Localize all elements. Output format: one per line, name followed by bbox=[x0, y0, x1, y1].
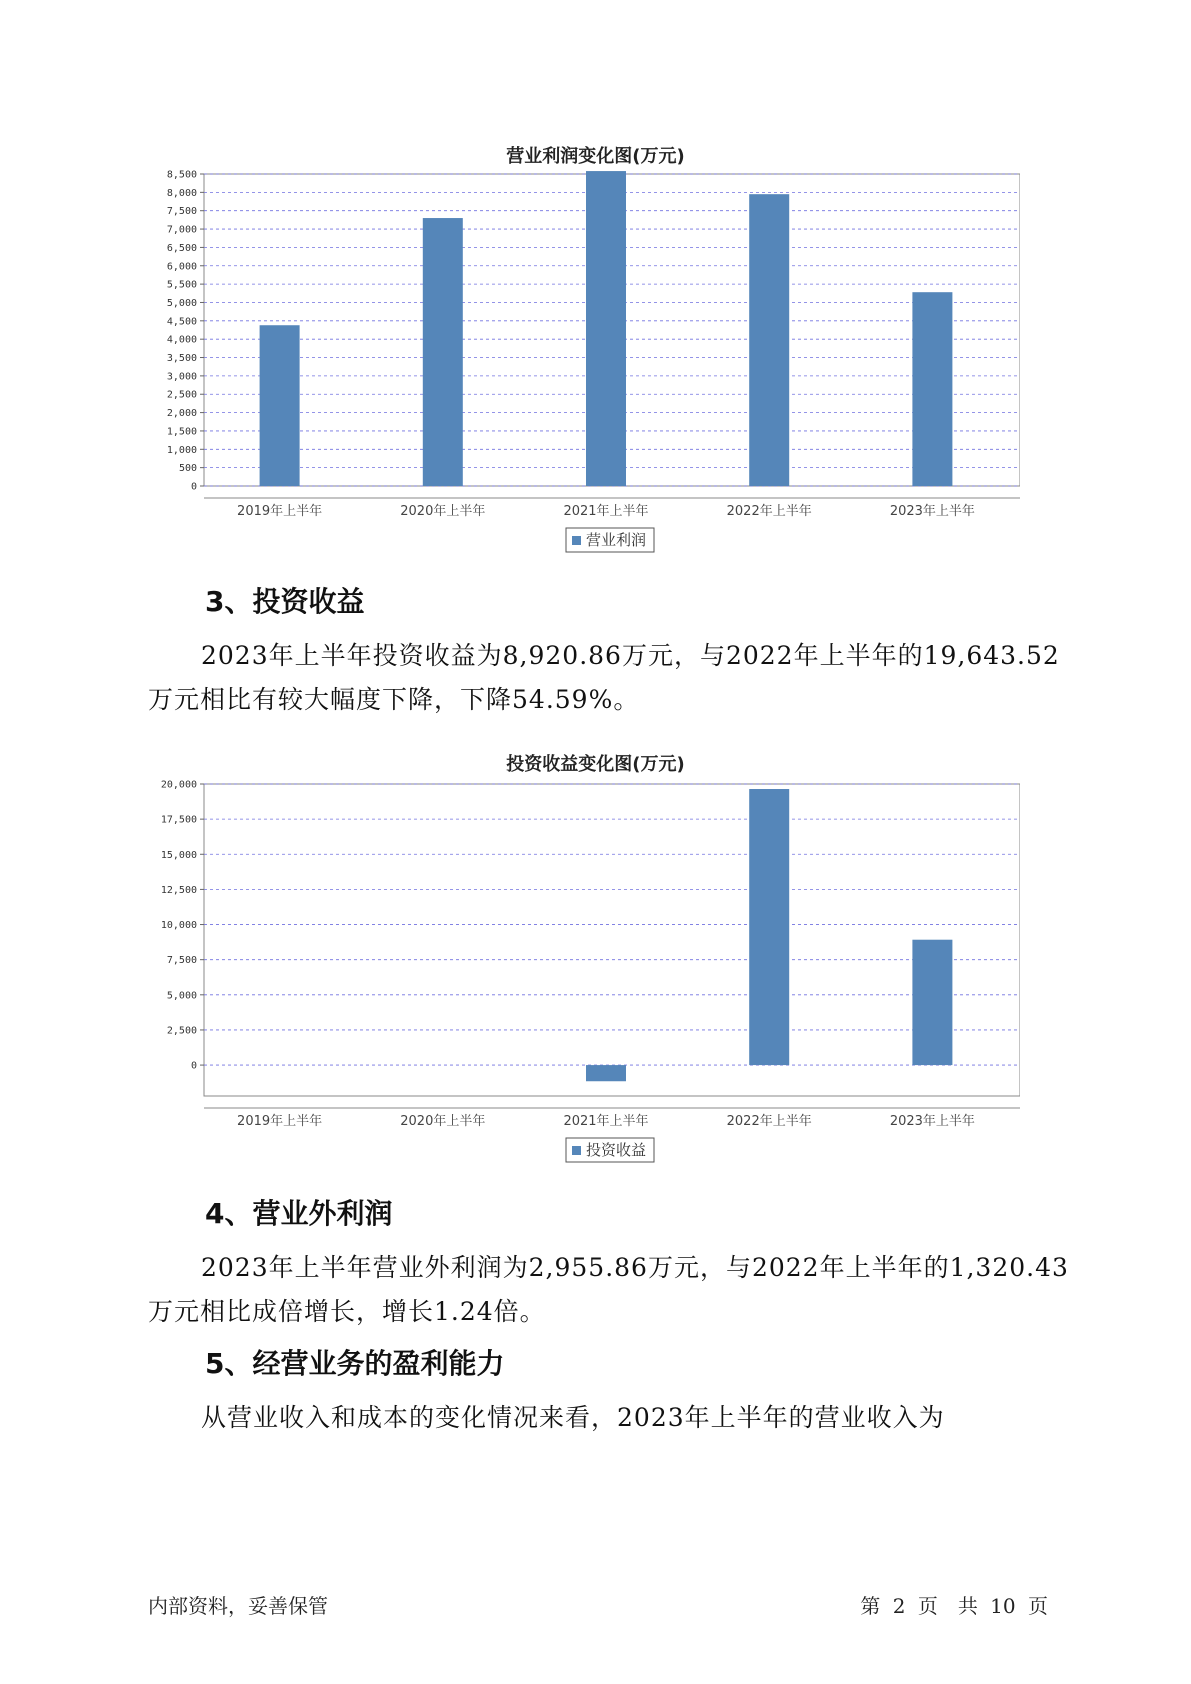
y-tick-label: 0 bbox=[190, 481, 197, 493]
investment-heading: 3、投资收益 bbox=[205, 585, 365, 618]
nonop-line-2: 万元相比成倍增长，增长1.24倍。 bbox=[148, 1297, 546, 1326]
chart1-title: 营业利润变化图(万元) bbox=[506, 146, 685, 167]
x-category-label: 2020年上半年 bbox=[400, 1114, 486, 1129]
y-tick-label: 8,500 bbox=[166, 169, 197, 181]
bar-2 bbox=[423, 218, 463, 486]
investment-line-1: 2023年上半年投资收益为8,920.86万元，与2022年上半年的19,643.52 bbox=[201, 641, 1060, 670]
y-tick-label: 2,500 bbox=[166, 389, 197, 401]
y-tick-label: 17,500 bbox=[160, 814, 197, 826]
chart2-title: 投资收益变化图(万元) bbox=[506, 754, 685, 775]
x-category-label: 2022年上半年 bbox=[726, 1114, 812, 1129]
bar-1 bbox=[260, 325, 300, 486]
legend-swatch bbox=[572, 536, 581, 545]
investment-income-chart-svg bbox=[160, 778, 1020, 1168]
y-tick-label: 7,000 bbox=[166, 224, 197, 236]
bar-5 bbox=[912, 292, 952, 486]
bar-4 bbox=[749, 194, 789, 486]
x-category-label: 2023年上半年 bbox=[889, 1114, 975, 1129]
y-tick-label: 20,000 bbox=[160, 779, 197, 791]
x-category-label: 2019年上半年 bbox=[237, 1114, 323, 1129]
bar-3 bbox=[586, 171, 626, 486]
bar-4 bbox=[749, 789, 789, 1065]
investment-paragraph bbox=[148, 634, 1088, 722]
footer-page-number: 第 2 页 共 10 页 bbox=[860, 1594, 1048, 1618]
y-tick-label: 15,000 bbox=[160, 849, 197, 861]
y-tick-label: 2,000 bbox=[166, 408, 197, 420]
legend-label: 投资收益 bbox=[586, 1141, 647, 1159]
y-tick-label: 5,500 bbox=[166, 279, 197, 291]
y-tick-label: 0 bbox=[190, 1060, 197, 1072]
x-category-label: 2021年上半年 bbox=[563, 1114, 649, 1129]
y-tick-label: 6,500 bbox=[166, 242, 197, 254]
x-category-label: 2023年上半年 bbox=[889, 504, 975, 519]
profitability-line-1: 从营业收入和成本的变化情况来看，2023年上半年的营业收入为 bbox=[201, 1403, 945, 1432]
y-tick-label: 1,500 bbox=[166, 426, 197, 438]
y-tick-label: 500 bbox=[178, 463, 197, 475]
x-category-label: 2020年上半年 bbox=[400, 504, 486, 519]
profitability-paragraph bbox=[148, 1396, 1088, 1440]
nonop-paragraph bbox=[148, 1246, 1088, 1334]
x-category-label: 2021年上半年 bbox=[563, 504, 649, 519]
investment-line-2: 万元相比有较大幅度下降，下降54.59%。 bbox=[148, 685, 640, 714]
y-tick-label: 5,000 bbox=[166, 297, 197, 309]
x-category-label: 2022年上半年 bbox=[726, 504, 812, 519]
nonop-line-1: 2023年上半年营业外利润为2,955.86万元，与2022年上半年的1,320.43 bbox=[201, 1253, 1069, 1282]
x-category-label: 2019年上半年 bbox=[237, 504, 323, 519]
bar-5 bbox=[912, 940, 952, 1065]
bar-3 bbox=[586, 1065, 626, 1081]
y-tick-label: 1,000 bbox=[166, 444, 197, 456]
y-tick-label: 2,500 bbox=[166, 1025, 197, 1037]
profitability-heading: 5、经营业务的盈利能力 bbox=[205, 1347, 505, 1380]
y-tick-label: 7,500 bbox=[166, 955, 197, 967]
y-tick-label: 12,500 bbox=[160, 884, 197, 896]
legend-swatch bbox=[572, 1146, 581, 1155]
y-tick-label: 4,000 bbox=[166, 334, 197, 346]
y-tick-label: 4,500 bbox=[166, 316, 197, 328]
y-tick-label: 8,000 bbox=[166, 187, 197, 199]
y-tick-label: 7,500 bbox=[166, 206, 197, 218]
plot-area bbox=[204, 784, 1020, 1096]
y-tick-label: 6,000 bbox=[166, 261, 197, 273]
y-tick-label: 3,500 bbox=[166, 353, 197, 365]
nonop-heading: 4、营业外利润 bbox=[205, 1197, 393, 1230]
legend-label: 营业利润 bbox=[586, 531, 647, 549]
investment-income-chart bbox=[160, 778, 1020, 1168]
footer-confidential: 内部资料，妥善保管 bbox=[148, 1594, 328, 1618]
operating-profit-chart-svg bbox=[160, 168, 1020, 558]
y-tick-label: 10,000 bbox=[160, 920, 197, 932]
operating-profit-chart bbox=[160, 168, 1020, 558]
y-tick-label: 5,000 bbox=[166, 990, 197, 1002]
y-tick-label: 3,000 bbox=[166, 371, 197, 383]
